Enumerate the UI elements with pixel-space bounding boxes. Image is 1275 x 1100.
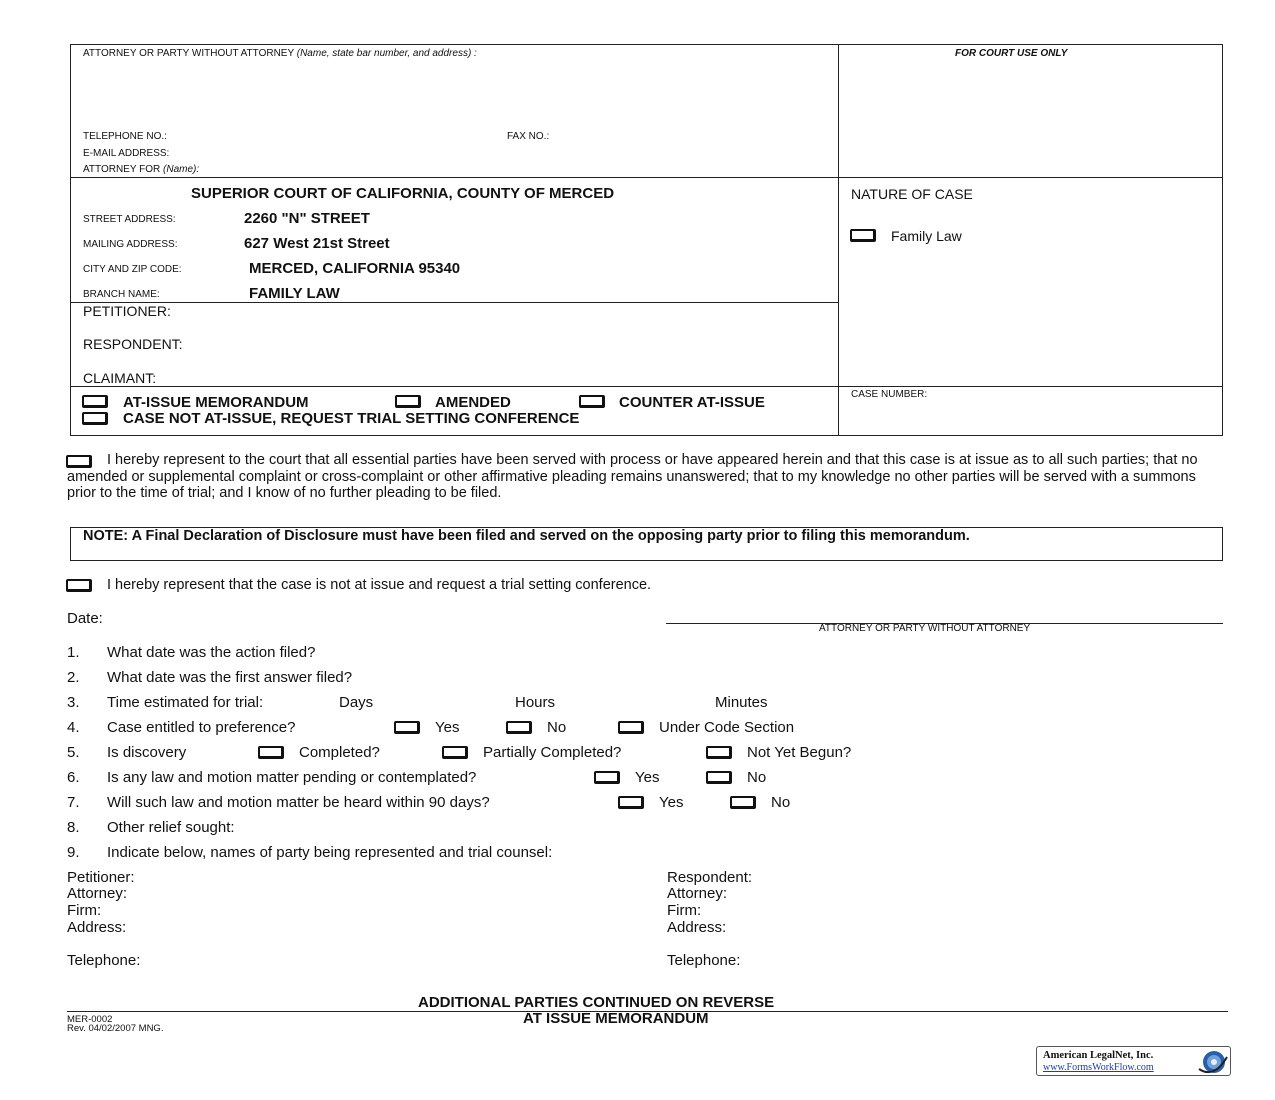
- q5-text: Is discovery: [107, 744, 187, 761]
- q6-number: 6.: [67, 769, 80, 786]
- caption-divider-vertical: [838, 44, 839, 436]
- counsel-respondent-attorney-label: Attorney:: [667, 885, 728, 902]
- branch-label: BRANCH NAME:: [83, 289, 160, 300]
- q7-no-label: No: [771, 794, 791, 811]
- q7-yes-label: Yes: [659, 794, 684, 811]
- counter-at-issue-label: COUNTER AT-ISSUE: [619, 394, 765, 411]
- q7-text: Will such law and motion matter be heard within 90 days?: [107, 794, 490, 811]
- additional-parties-note: ADDITIONAL PARTIES CONTINUED ON REVERSE: [418, 994, 775, 1011]
- q2-text: What date was the first answer filed?: [107, 669, 353, 686]
- fax-label: FAX NO.:: [507, 131, 550, 142]
- caption-divider-2: [70, 302, 838, 303]
- telephone-label: TELEPHONE NO.:: [83, 131, 167, 142]
- q5-not-begun-label: Not Yet Begun?: [747, 744, 852, 761]
- represent-not-at-issue-text: I hereby represent that the case is not at issue and request a trial setting conference.: [107, 577, 652, 593]
- q4-number: 4.: [67, 719, 80, 736]
- family-law-label: Family Law: [891, 228, 962, 244]
- q5-completed-label: Completed?: [299, 744, 380, 761]
- date-label: Date:: [67, 610, 103, 627]
- city-label: CITY AND ZIP CODE:: [83, 264, 182, 275]
- note-text: NOTE: A Final Declaration of Disclosure must have been filed and served on the opposing party prior to filing this memorandum.: [83, 528, 970, 544]
- petitioner-label: PETITIONER:: [83, 303, 171, 319]
- q6-no-label: No: [747, 769, 767, 786]
- q4-yes-label: Yes: [435, 719, 460, 736]
- caption-divider-1: [70, 177, 1223, 178]
- street-label: STREET ADDRESS:: [83, 214, 176, 225]
- q3-minutes-label: Minutes: [715, 694, 768, 711]
- globe-icon: [1195, 1049, 1229, 1075]
- q1-text: What date was the action filed?: [107, 644, 316, 661]
- counsel-respondent-address-label: Address:: [667, 919, 727, 936]
- counsel-respondent-telephone-label: Telephone:: [667, 952, 741, 969]
- q5-partial-label: Partially Completed?: [483, 744, 622, 761]
- q5-number: 5.: [67, 744, 80, 761]
- caption-box: [70, 44, 1223, 436]
- amended-checkbox[interactable]: [395, 395, 421, 408]
- q6-no-checkbox[interactable]: [706, 771, 732, 784]
- counsel-petitioner-label: Petitioner:: [67, 869, 135, 886]
- q4-code-checkbox[interactable]: [618, 721, 644, 734]
- q1-number: 1.: [67, 644, 80, 661]
- caption-divider-3: [70, 386, 1223, 387]
- counsel-respondent-firm-label: Firm:: [667, 902, 702, 919]
- q6-yes-label: Yes: [635, 769, 660, 786]
- q3-hours-label: Hours: [515, 694, 556, 711]
- at-issue-label: AT-ISSUE MEMORANDUM: [123, 394, 309, 411]
- q6-text: Is any law and motion matter pending or contemplated?: [107, 769, 477, 786]
- email-label: E-MAIL ADDRESS:: [83, 148, 170, 159]
- represent-at-issue-text: I hereby represent to the court that all essential parties have been served with process or have appeared herein and that this case is at issue as to all such parties; that no amended or supplemental complaint or cross-complaint or other affirmative pleading remains unanswered; that to my knowledge no other parties will be served with a summons prior to the time of trial; and I know of no further pleading to be filed.: [67, 452, 1198, 501]
- not-at-issue-label: CASE NOT AT-ISSUE, REQUEST TRIAL SETTING CONFERENCE: [123, 410, 580, 427]
- nature-of-case-label: NATURE OF CASE: [851, 186, 973, 202]
- court-use-label: FOR COURT USE ONLY: [955, 48, 1068, 59]
- not-at-issue-checkbox[interactable]: [82, 412, 108, 425]
- legalnet-logo[interactable]: [1036, 1046, 1231, 1076]
- q4-no-checkbox[interactable]: [506, 721, 532, 734]
- at-issue-checkbox[interactable]: [82, 395, 108, 408]
- q4-no-label: No: [547, 719, 567, 736]
- q3-days-label: Days: [339, 694, 374, 711]
- q4-code-label: Under Code Section: [659, 719, 795, 736]
- street-value: 2260 "N" STREET: [244, 210, 370, 227]
- logo-company: American LegalNet, Inc.: [1043, 1050, 1154, 1061]
- respondent-label: RESPONDENT:: [83, 336, 183, 352]
- q3-text: Time estimated for trial:: [107, 694, 264, 711]
- claimant-label: CLAIMANT:: [83, 370, 157, 386]
- q3-number: 3.: [67, 694, 80, 711]
- q4-text: Case entitled to preference?: [107, 719, 296, 736]
- logo-url[interactable]: www.FormsWorkFlow.com: [1043, 1062, 1154, 1073]
- footer-title: AT ISSUE MEMORANDUM: [523, 1010, 709, 1027]
- q9-text: Indicate below, names of party being represented and trial counsel:: [107, 844, 553, 861]
- counsel-respondent-label: Respondent:: [667, 869, 753, 886]
- case-number-label: CASE NUMBER:: [851, 389, 928, 400]
- amended-label: AMENDED: [435, 394, 511, 411]
- city-value: MERCED, CALIFORNIA 95340: [249, 260, 461, 277]
- q5-not-begun-checkbox[interactable]: [706, 746, 732, 759]
- counter-at-issue-checkbox[interactable]: [579, 395, 605, 408]
- form-revision: Rev. 04/02/2007 MNG.: [67, 1023, 164, 1034]
- q8-number: 8.: [67, 819, 80, 836]
- represent-not-at-issue-checkbox[interactable]: [66, 579, 92, 592]
- q5-partial-checkbox[interactable]: [442, 746, 468, 759]
- q2-number: 2.: [67, 669, 80, 686]
- form-id: MER-0002: [67, 1014, 113, 1025]
- branch-value: FAMILY LAW: [249, 285, 340, 302]
- q7-no-checkbox[interactable]: [730, 796, 756, 809]
- q7-yes-checkbox[interactable]: [618, 796, 644, 809]
- q8-text: Other relief sought:: [107, 819, 235, 836]
- attorney-label: ATTORNEY OR PARTY WITHOUT ATTORNEY (Name, state bar number, and address) :: [83, 48, 477, 59]
- q9-number: 9.: [67, 844, 80, 861]
- signature-label: ATTORNEY OR PARTY WITHOUT ATTORNEY: [819, 623, 1031, 634]
- mailing-value: 627 West 21st Street: [244, 235, 390, 252]
- counsel-petitioner-attorney-label: Attorney:: [67, 885, 128, 902]
- q7-number: 7.: [67, 794, 80, 811]
- attorney-for-label: ATTORNEY FOR (Name):: [83, 164, 200, 175]
- q5-completed-checkbox[interactable]: [258, 746, 284, 759]
- q6-yes-checkbox[interactable]: [594, 771, 620, 784]
- q4-yes-checkbox[interactable]: [394, 721, 420, 734]
- family-law-checkbox[interactable]: [850, 229, 876, 242]
- counsel-petitioner-telephone-label: Telephone:: [67, 952, 141, 969]
- mailing-label: MAILING ADDRESS:: [83, 239, 178, 250]
- counsel-petitioner-address-label: Address:: [67, 919, 127, 936]
- court-title: SUPERIOR COURT OF CALIFORNIA, COUNTY OF MERCED: [191, 185, 615, 202]
- counsel-petitioner-firm-label: Firm:: [67, 902, 102, 919]
